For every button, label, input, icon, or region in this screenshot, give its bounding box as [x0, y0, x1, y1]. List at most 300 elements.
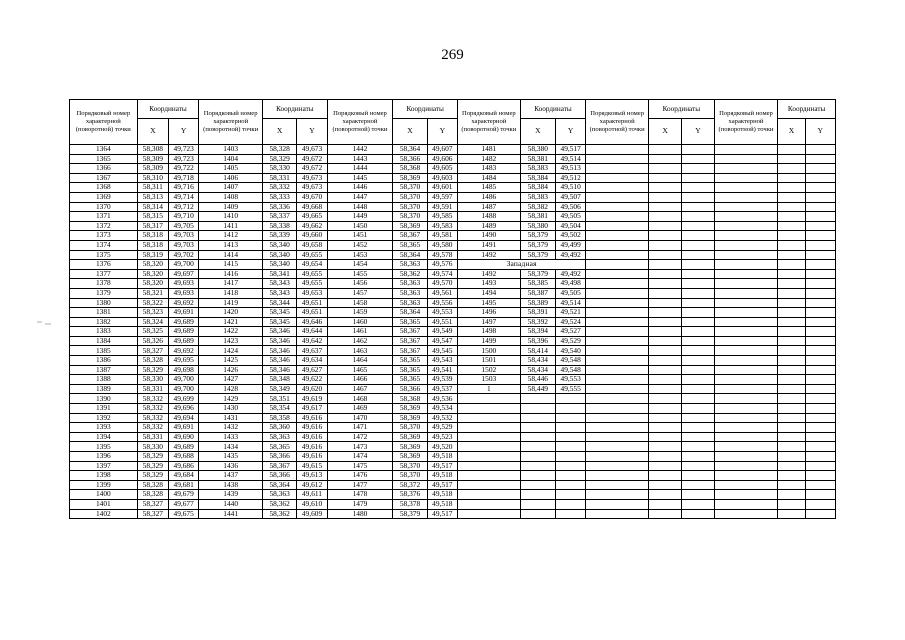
cell-point-number: 1423	[199, 336, 263, 346]
cell-point-number: 1366	[70, 164, 138, 174]
cell-point-number	[586, 346, 649, 356]
cell-point-number: 1482	[458, 154, 521, 164]
cell-point-number: 1417	[199, 279, 263, 289]
cell-x	[648, 279, 681, 289]
cell-y: 49,548	[556, 365, 586, 375]
cell-y	[805, 269, 835, 279]
cell-x: 58,363	[393, 288, 427, 298]
cell-x	[778, 461, 805, 471]
cell-x: 58,385	[520, 279, 555, 289]
header-y: Y	[297, 119, 327, 145]
cell-x	[648, 490, 681, 500]
table-row	[70, 298, 836, 308]
cell-y: 49,673	[297, 173, 327, 183]
cell-x: 58,331	[137, 384, 168, 394]
cell-y	[682, 442, 714, 452]
cell-x: 58,364	[262, 480, 296, 490]
cell-y: 49,696	[169, 404, 199, 414]
cell-y: 49,627	[297, 365, 327, 375]
cell-y: 49,698	[169, 365, 199, 375]
cell-y	[682, 164, 714, 174]
cell-x: 58,369	[393, 452, 427, 462]
cell-point-number: 1452	[327, 240, 393, 250]
cell-point-number: 1419	[199, 298, 263, 308]
cell-x: 58,378	[393, 499, 427, 509]
table-row	[70, 260, 836, 270]
cell-y: 49,502	[556, 231, 586, 241]
cell-y: 49,686	[169, 461, 199, 471]
cell-y: 49,505	[556, 288, 586, 298]
cell-x	[778, 480, 805, 490]
cell-x: 58,317	[137, 221, 168, 231]
cell-y	[682, 509, 714, 519]
cell-x: 58,367	[393, 336, 427, 346]
cell-point-number: 1372	[70, 221, 138, 231]
cell-point-number: 1405	[199, 164, 263, 174]
cell-point-number: 1471	[327, 423, 393, 433]
cell-y: 49,507	[556, 192, 586, 202]
cell-point-number	[714, 212, 778, 222]
cell-point-number	[714, 490, 778, 500]
cell-point-number: 1492	[458, 269, 521, 279]
cell-x: 58,363	[262, 432, 296, 442]
table-row	[70, 452, 836, 462]
cell-y: 49,517	[427, 480, 457, 490]
cell-x	[648, 173, 681, 183]
cell-point-number: 1418	[199, 288, 263, 298]
cell-x	[648, 404, 681, 414]
cell-x	[778, 164, 805, 174]
table-row	[70, 375, 836, 385]
header-coordinates: Координаты	[137, 100, 199, 119]
table-row	[70, 212, 836, 222]
cell-x: 58,383	[520, 192, 555, 202]
cell-y	[682, 231, 714, 241]
cell-y: 49,615	[297, 461, 327, 471]
header-point-number: Порядковый номер характерной (поворотной) точки	[327, 100, 393, 145]
cell-x	[520, 480, 555, 490]
cell-y: 49,693	[169, 279, 199, 289]
cell-x: 58,383	[520, 164, 555, 174]
cell-point-number: 1442	[327, 145, 393, 155]
cell-y	[805, 164, 835, 174]
cell-y: 49,691	[169, 308, 199, 318]
cell-point-number	[586, 356, 649, 366]
cell-x: 58,354	[262, 404, 296, 414]
cell-point-number	[458, 394, 521, 404]
cell-y	[805, 173, 835, 183]
cell-x: 58,379	[393, 509, 427, 519]
cell-y: 49,581	[427, 231, 457, 241]
cell-point-number: 1382	[70, 317, 138, 327]
cell-x: 58,370	[393, 471, 427, 481]
cell-y: 49,716	[169, 183, 199, 193]
cell-y: 49,646	[297, 317, 327, 327]
cell-y: 49,684	[169, 471, 199, 481]
cell-y	[682, 250, 714, 260]
cell-x: 58,362	[262, 499, 296, 509]
cell-y	[805, 192, 835, 202]
cell-point-number	[586, 221, 649, 231]
cell-x: 58,338	[262, 221, 296, 231]
cell-point-number: 1440	[199, 499, 263, 509]
cell-y: 49,527	[556, 327, 586, 337]
cell-y	[805, 250, 835, 260]
cell-x: 58,339	[262, 231, 296, 241]
cell-point-number	[714, 413, 778, 423]
cell-y: 49,692	[169, 346, 199, 356]
cell-y: 49,529	[556, 336, 586, 346]
cell-point-number: 1402	[70, 509, 138, 519]
cell-x: 58,313	[137, 192, 168, 202]
cell-point-number	[586, 173, 649, 183]
cell-point-number	[586, 260, 649, 270]
cell-point-number: 1492	[458, 250, 521, 260]
cell-x: 58,343	[262, 288, 296, 298]
cell-y: 49,610	[297, 499, 327, 509]
cell-point-number: 1395	[70, 442, 138, 452]
cell-x	[648, 413, 681, 423]
cell-x: 58,376	[393, 490, 427, 500]
cell-y: 49,658	[297, 240, 327, 250]
cell-point-number: 1432	[199, 423, 263, 433]
cell-x: 58,325	[137, 327, 168, 337]
table-row	[70, 221, 836, 231]
cell-y: 49,607	[427, 145, 457, 155]
cell-point-number: 1411	[199, 221, 263, 231]
cell-x: 58,320	[137, 269, 168, 279]
table-header	[70, 100, 836, 145]
cell-x	[648, 471, 681, 481]
cell-point-number: 1503	[458, 375, 521, 385]
table-row	[70, 442, 836, 452]
cell-point-number	[714, 269, 778, 279]
cell-y: 49,665	[297, 212, 327, 222]
header-coordinates: Координаты	[648, 100, 714, 119]
cell-x	[648, 269, 681, 279]
cell-point-number	[458, 404, 521, 414]
cell-point-number	[714, 394, 778, 404]
cell-x: 58,379	[520, 250, 555, 260]
cell-point-number: 1365	[70, 154, 138, 164]
cell-y	[682, 375, 714, 385]
cell-x	[778, 346, 805, 356]
cell-point-number: 1391	[70, 404, 138, 414]
cell-y	[682, 202, 714, 212]
cell-y: 49,634	[297, 356, 327, 366]
cell-y	[682, 413, 714, 423]
cell-y: 49,700	[169, 375, 199, 385]
cell-point-number: 1414	[199, 250, 263, 260]
cell-x: 58,389	[520, 298, 555, 308]
cell-point-number: 1473	[327, 442, 393, 452]
cell-y	[556, 509, 586, 519]
cell-point-number	[714, 173, 778, 183]
table-row	[70, 173, 836, 183]
cell-y	[805, 432, 835, 442]
cell-x: 58,369	[393, 413, 427, 423]
cell-y: 49,518	[427, 490, 457, 500]
cell-x: 58,379	[520, 269, 555, 279]
cell-point-number: 1403	[199, 145, 263, 155]
cell-point-number: 1412	[199, 231, 263, 241]
cell-y	[682, 471, 714, 481]
cell-x: 58,363	[393, 279, 427, 289]
cell-x	[778, 442, 805, 452]
cell-point-number: 1488	[458, 212, 521, 222]
cell-y	[682, 404, 714, 414]
cell-point-number	[586, 365, 649, 375]
cell-x: 58,345	[262, 317, 296, 327]
cell-y: 49,591	[427, 202, 457, 212]
cell-x: 58,365	[262, 442, 296, 452]
cell-y	[805, 327, 835, 337]
cell-x: 58,364	[393, 308, 427, 318]
cell-point-number: 1393	[70, 423, 138, 433]
cell-x: 58,370	[393, 202, 427, 212]
cell-y	[805, 298, 835, 308]
cell-x: 58,368	[393, 394, 427, 404]
cell-point-number: 1497	[458, 317, 521, 327]
cell-point-number: 1439	[199, 490, 263, 500]
header-coordinates: Координаты	[778, 100, 836, 119]
cell-x: 58,369	[393, 432, 427, 442]
cell-y	[682, 279, 714, 289]
cell-point-number: 1398	[70, 471, 138, 481]
cell-point-number: 1420	[199, 308, 263, 318]
cell-y: 49,654	[297, 260, 327, 270]
cell-x	[778, 471, 805, 481]
cell-x	[778, 432, 805, 442]
cell-x	[648, 231, 681, 241]
cell-point-number	[714, 452, 778, 462]
cell-point-number	[586, 490, 649, 500]
cell-y	[805, 183, 835, 193]
cell-x: 58,365	[393, 240, 427, 250]
cell-y	[805, 154, 835, 164]
cell-point-number	[586, 452, 649, 462]
cell-x	[648, 192, 681, 202]
cell-x	[778, 279, 805, 289]
cell-y: 49,521	[556, 308, 586, 318]
header-point-number: Порядковый номер характерной (поворотной) точки	[70, 100, 138, 145]
cell-x	[778, 145, 805, 155]
cell-x	[520, 442, 555, 452]
cell-y: 49,510	[556, 183, 586, 193]
cell-x: 58,380	[520, 221, 555, 231]
cell-x: 58,382	[520, 202, 555, 212]
cell-y	[805, 499, 835, 509]
section-title: Западная	[458, 260, 586, 270]
cell-x	[648, 423, 681, 433]
cell-point-number: 1429	[199, 394, 263, 404]
cell-x: 58,366	[393, 154, 427, 164]
cell-x: 58,392	[520, 317, 555, 327]
cell-point-number: 1487	[458, 202, 521, 212]
table-row	[70, 164, 836, 174]
table-row	[70, 145, 836, 155]
header-point-number: Порядковый номер характерной (поворотной) точки	[199, 100, 263, 145]
cell-y	[805, 356, 835, 366]
cell-x	[648, 202, 681, 212]
cell-x: 58,384	[520, 173, 555, 183]
cell-x: 58,328	[137, 356, 168, 366]
cell-y: 49,660	[297, 231, 327, 241]
cell-x	[520, 404, 555, 414]
cell-y	[805, 375, 835, 385]
cell-y	[805, 308, 835, 318]
cell-x	[778, 173, 805, 183]
cell-y: 49,703	[169, 240, 199, 250]
cell-point-number: 1465	[327, 365, 393, 375]
cell-x: 58,370	[393, 212, 427, 222]
cell-y: 49,691	[169, 423, 199, 433]
cell-y	[682, 365, 714, 375]
cell-x: 58,329	[137, 471, 168, 481]
cell-point-number	[586, 413, 649, 423]
cell-x: 58,366	[262, 452, 296, 462]
cell-x: 58,446	[520, 375, 555, 385]
cell-x: 58,381	[520, 212, 555, 222]
cell-x: 58,344	[262, 298, 296, 308]
header-y: Y	[682, 119, 714, 145]
cell-y: 49,612	[297, 480, 327, 490]
cell-point-number	[586, 509, 649, 519]
cell-point-number: 1500	[458, 346, 521, 356]
cell-x: 58,340	[262, 250, 296, 260]
table-row	[70, 404, 836, 414]
cell-point-number: 1461	[327, 327, 393, 337]
cell-point-number: 1368	[70, 183, 138, 193]
cell-point-number: 1380	[70, 298, 138, 308]
cell-y: 49,668	[297, 202, 327, 212]
cell-point-number: 1483	[458, 164, 521, 174]
cell-x: 58,346	[262, 336, 296, 346]
cell-x: 58,329	[137, 365, 168, 375]
cell-y	[805, 240, 835, 250]
cell-x	[520, 461, 555, 471]
cell-point-number	[458, 490, 521, 500]
cell-point-number	[714, 480, 778, 490]
cell-x: 58,434	[520, 365, 555, 375]
cell-y	[805, 394, 835, 404]
cell-point-number	[458, 480, 521, 490]
cell-x: 58,328	[262, 145, 296, 155]
cell-x	[648, 260, 681, 270]
cell-point-number: 1401	[70, 499, 138, 509]
cell-x: 58,346	[262, 356, 296, 366]
header-point-number: Порядковый номер характерной (поворотной) точки	[586, 100, 649, 145]
cell-point-number	[714, 192, 778, 202]
cell-y	[556, 442, 586, 452]
cell-x: 58,351	[262, 394, 296, 404]
cell-x: 58,328	[137, 480, 168, 490]
cell-x	[778, 202, 805, 212]
cell-y: 49,699	[169, 394, 199, 404]
cell-point-number	[458, 509, 521, 519]
cell-x	[648, 317, 681, 327]
cell-y: 49,529	[427, 423, 457, 433]
cell-point-number	[458, 413, 521, 423]
cell-y	[805, 452, 835, 462]
header-y: Y	[427, 119, 457, 145]
cell-y	[682, 298, 714, 308]
cell-x: 58,318	[137, 240, 168, 250]
cell-x	[648, 212, 681, 222]
cell-y	[556, 499, 586, 509]
cell-x: 58,333	[262, 192, 296, 202]
cell-y: 49,703	[169, 231, 199, 241]
cell-x	[648, 365, 681, 375]
cell-y: 49,541	[427, 365, 457, 375]
cell-point-number	[586, 288, 649, 298]
cell-y	[556, 490, 586, 500]
cell-point-number	[714, 509, 778, 519]
cell-point-number: 1449	[327, 212, 393, 222]
cell-x: 58,332	[137, 423, 168, 433]
cell-point-number: 1444	[327, 164, 393, 174]
cell-point-number	[714, 499, 778, 509]
cell-x	[778, 490, 805, 500]
cell-x: 58,379	[520, 231, 555, 241]
table-row	[70, 480, 836, 490]
cell-point-number	[714, 183, 778, 193]
cell-y: 49,580	[427, 240, 457, 250]
cell-x: 58,332	[137, 413, 168, 423]
cell-y: 49,514	[556, 154, 586, 164]
cell-y	[682, 384, 714, 394]
cell-y: 49,616	[297, 413, 327, 423]
cell-point-number: 1374	[70, 240, 138, 250]
cell-x: 58,414	[520, 346, 555, 356]
cell-point-number	[458, 452, 521, 462]
cell-point-number: 1364	[70, 145, 138, 155]
cell-point-number: 1410	[199, 212, 263, 222]
cell-point-number: 1422	[199, 327, 263, 337]
cell-point-number	[586, 231, 649, 241]
cell-point-number	[714, 240, 778, 250]
header-coordinates: Координаты	[262, 100, 327, 119]
cell-y: 49,718	[169, 173, 199, 183]
cell-y: 49,689	[169, 327, 199, 337]
cell-point-number: 1	[458, 384, 521, 394]
table-row	[70, 202, 836, 212]
cell-point-number	[714, 279, 778, 289]
cell-y: 49,651	[297, 298, 327, 308]
cell-point-number: 1496	[458, 308, 521, 318]
cell-y: 49,723	[169, 145, 199, 155]
cell-point-number: 1373	[70, 231, 138, 241]
cell-x	[648, 240, 681, 250]
header-y: Y	[805, 119, 835, 145]
cell-point-number	[714, 432, 778, 442]
cell-x: 58,349	[262, 384, 296, 394]
cell-y: 49,517	[556, 145, 586, 155]
cell-point-number: 1385	[70, 346, 138, 356]
cell-point-number: 1490	[458, 231, 521, 241]
cell-y: 49,702	[169, 250, 199, 260]
cell-x: 58,369	[393, 221, 427, 231]
cell-x: 58,329	[137, 461, 168, 471]
cell-point-number	[586, 471, 649, 481]
cell-x: 58,370	[393, 423, 427, 433]
cell-x	[648, 145, 681, 155]
table-row	[70, 250, 836, 260]
cell-x: 58,372	[393, 480, 427, 490]
cell-x: 58,329	[262, 154, 296, 164]
cell-y: 49,653	[297, 288, 327, 298]
cell-point-number: 1409	[199, 202, 263, 212]
